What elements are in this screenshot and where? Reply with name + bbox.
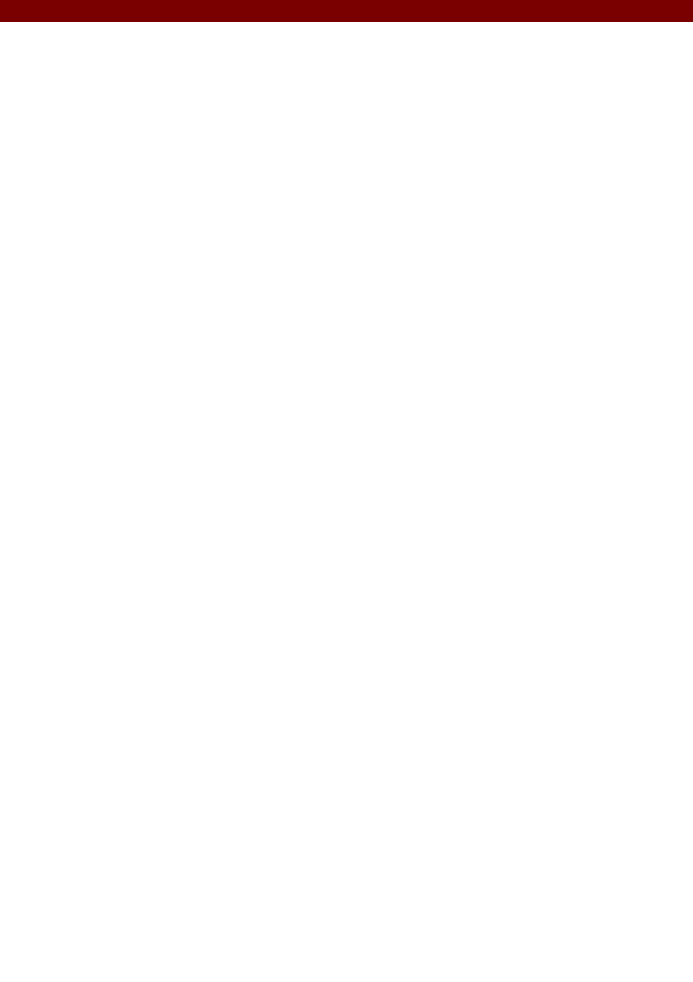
section-lower	[0, 62, 693, 82]
page-title	[0, 0, 693, 22]
section-seed	[0, 42, 693, 62]
meta-bar	[0, 22, 693, 42]
